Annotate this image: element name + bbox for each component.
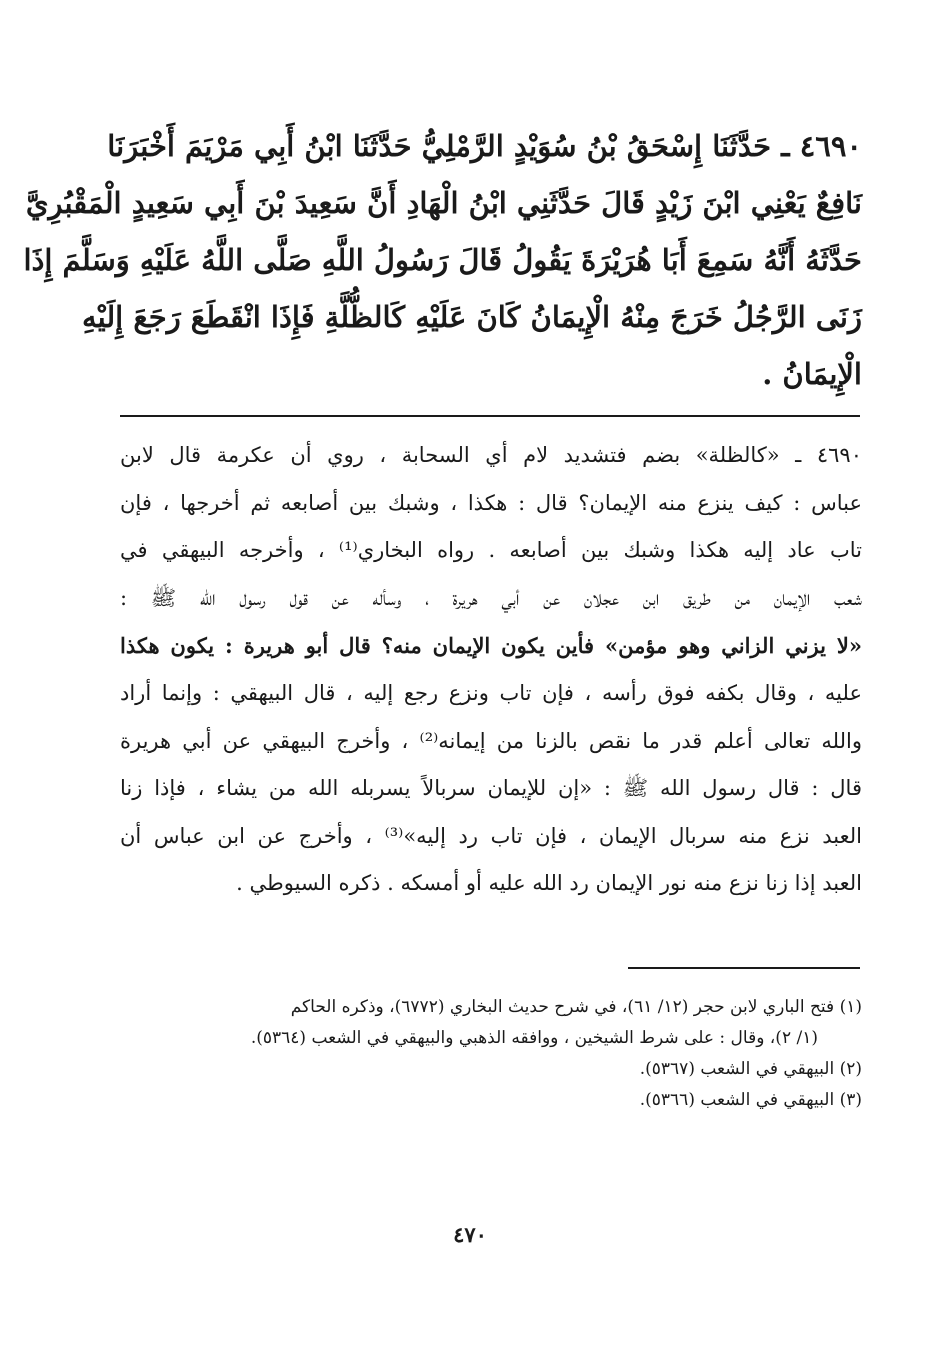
hadith-line: حَدَّثَهُ أَنَّهُ سَمِعَ أَبَا هُرَيْرَةَ يَقُولُ قَالَ رَسُولُ اللَّهِ صَلَّى اللَّهُ عَلَيْهِ وَسَلَّمَ إِذَا	[23, 243, 862, 277]
commentary-line: تاب عاد إليه هكذا وشبك بين أصابعه . رواه البخاري⁽¹⁾ ، وأخرجه البيهقي في	[120, 538, 862, 563]
footnote-2: (٢) البيهقي في الشعب (٥٣٦٧).	[639, 1059, 862, 1079]
commentary-line: عليه ، وقال بكفه فوق رأسه ، فإن تاب ونزع رجع إليه ، قال البيهقي : وإنما أراد	[120, 680, 862, 705]
commentary-line: شعب الإيمان من طريق ابن عجلان عن أبي هريرة ، وسأله عن قول رسول الله ﷺ :	[120, 585, 862, 610]
commentary-line: العبد نزع منه سربال الإيمان ، فإن تاب رد إليه»⁽³⁾ ، وأخرج عن ابن عباس أن	[120, 823, 862, 848]
section-divider	[120, 415, 860, 417]
hadith-line: ٤٦٩٠ ـ حَدَّثَنَا إِسْحَقُ بْنُ سُوَيْدٍ الرَّمْلِيُّ حَدَّثَنَا ابْنُ أَبِي مَرْيَمَ أَخْبَرَنَا	[107, 129, 862, 163]
commentary-line: «لا يزني الزاني وهو مؤمن» فأين يكون الإيمان منه؟ قال أبو هريرة : يكون هكذا	[120, 633, 862, 659]
footnote-1-continued: (١/ ٢)، وقال : على شرط الشيخين ، ووافقه الذهبي والبيهقي في الشعب (٥٣٦٤).	[250, 1028, 818, 1048]
commentary-text	[120, 432, 862, 908]
commentary-line: عباس : كيف ينزع منه الإيمان؟ قال : هكذا ، وشبك بين أصابعه ثم أخرجها ، فإن	[120, 490, 862, 515]
commentary-line: والله تعالى أعلم قدر ما نقص بالزنا من إيمانه⁽²⁾ ، وأخرج البيهقي عن أبي هريرة	[120, 728, 863, 753]
footnote-1: (١) فتح الباري لابن حجر (١٢/ ٦١)، في شرح حديث البخاري (٦٧٧٢)، وذكره الحاكم	[290, 997, 862, 1017]
commentary-line: العبد إذا زنا نزع منه نور الإيمان رد الله عليه أو أمسكه . ذكره السيوطي .	[236, 871, 862, 896]
hadith-line: زَنَى الرَّجُلُ خَرَجَ مِنْهُ الْإِيمَانُ كَانَ عَلَيْهِ كَالظُّلَّةِ فَإِذَا انْقَطَعَ رَجَعَ إِلَيْهِ	[82, 300, 862, 334]
hadith-text	[23, 118, 862, 408]
footnote-divider	[628, 967, 860, 969]
commentary-line: قال : قال رسول الله ﷺ : «إن للإيمان سربالاً يسربله الله من يشاء ، فإذا زنا	[120, 776, 862, 801]
footnotes	[140, 992, 862, 1116]
hadith-line: الْإِيمَانُ .	[762, 357, 862, 391]
commentary-line: ٤٦٩٠ ـ «كالظلة» بضم فتشديد لام أي السحابة ، روي أن عكرمة قال لابن	[120, 443, 862, 467]
footnote-3: (٣) البيهقي في الشعب (٥٣٦٦).	[639, 1090, 862, 1110]
page-number: ٤٧٠	[453, 1222, 487, 1247]
hadith-line: نَافِعٌ يَعْنِي ابْنَ زَيْدٍ قَالَ حَدَّثَنِي ابْنُ الْهَادِ أَنَّ سَعِيدَ بْنَ أَبِي سَعِيدٍ الْمَقْبُرِيَّ	[25, 186, 862, 220]
